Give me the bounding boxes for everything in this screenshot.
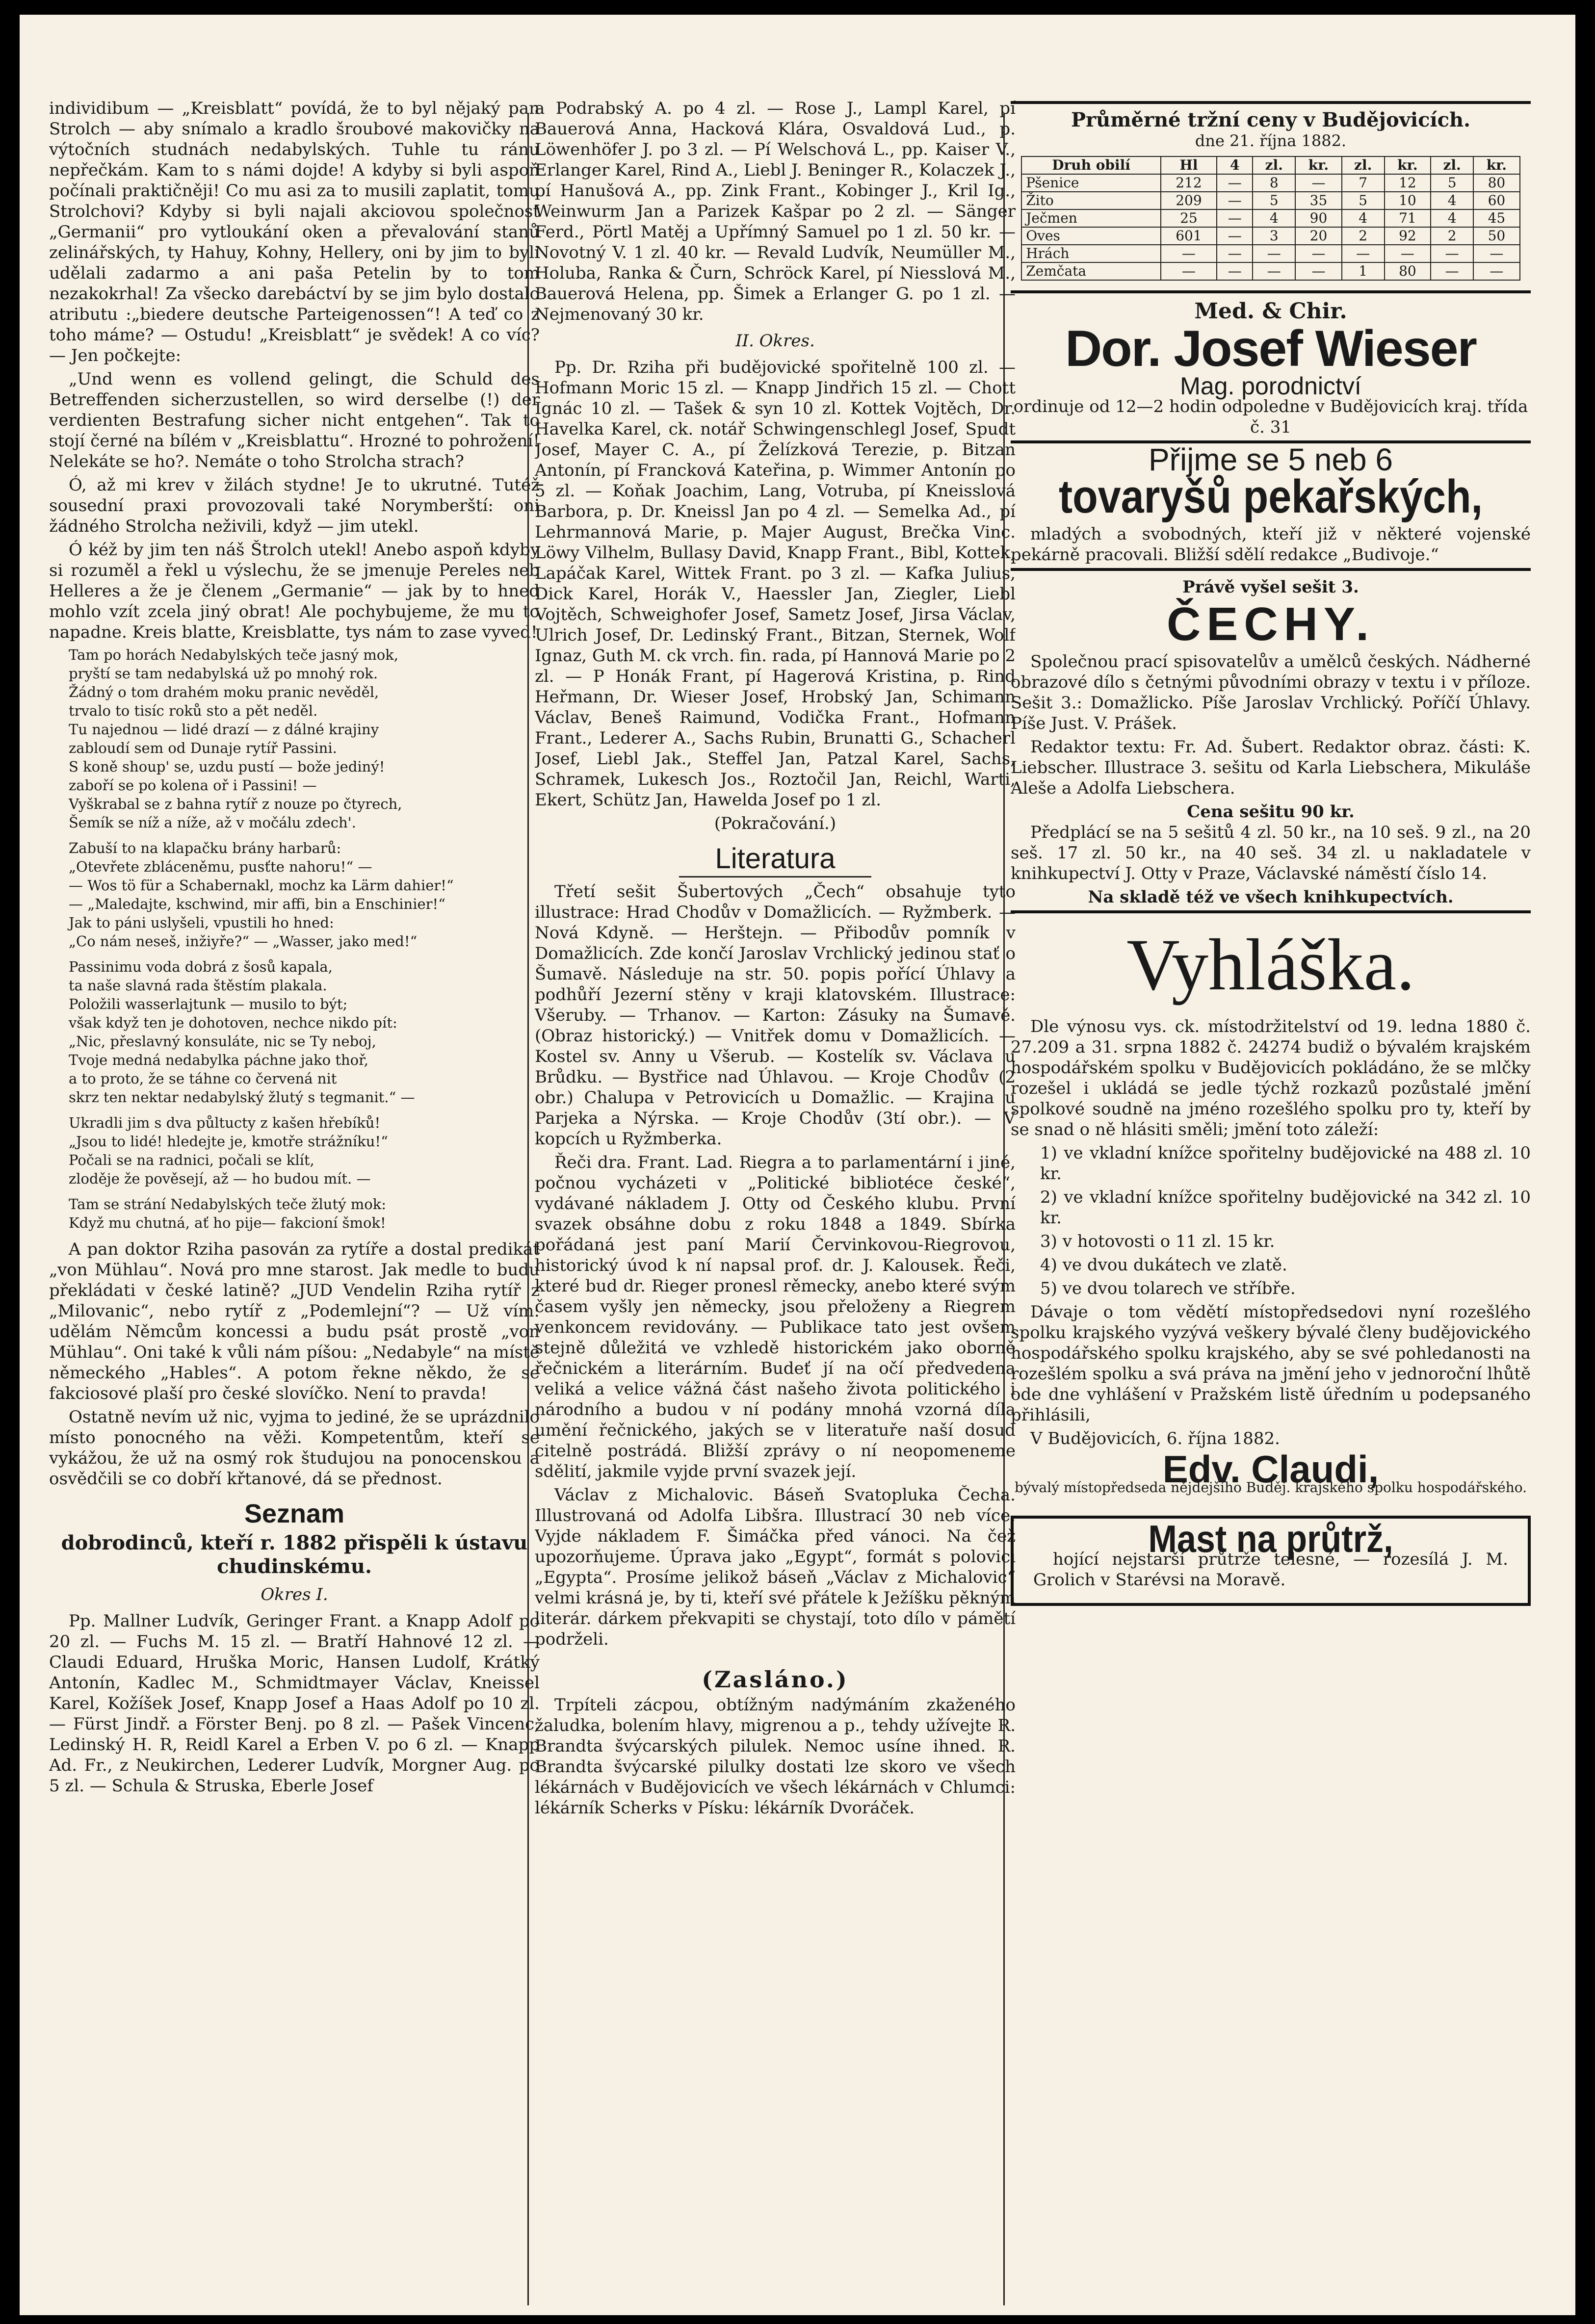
table-header: Hl xyxy=(1161,156,1217,174)
table-cell: 60 xyxy=(1473,192,1520,209)
zaslano-paragraph: Trpíteli zácpou, obtížným nadýmáním zkaženého žaludka, bolením hlavy, migrenou a p., tehdy užívejte R. Brandta švýcarských pilulek. Nemoc usíne ihned. R. Brandta švýcarské pilulky dostati lze skoro ve všech lékárnách v Budějovicích ve všech lékárnách v Chlumci: lékárník Scherks v Písku: lékárník Dvoráček. xyxy=(535,1695,1016,1818)
table-cell: 4 xyxy=(1431,209,1473,227)
table-row xyxy=(1021,209,1520,227)
table-header: kr. xyxy=(1473,156,1520,174)
table-cell: 5 xyxy=(1342,192,1385,209)
poem-line: — Wos tö für a Schabernakl, mochz ka Lärm dahier!“ xyxy=(69,877,454,894)
cechy-ad-issue: Právě vyšel sešit 3. xyxy=(1182,577,1359,597)
literature-paragraph: Třetí sešit Šubertových „Čech“ obsahuje tyto illustrace: Hrad Chodův v Domažlicích. — Ryžmberk. — Nová Kdyně. — Herštejn. — Přibodův pomník v Domažlicích. Zde končí Jaroslav Vrchlický jedinou stať o Šumavě. Následuje na str. 50. popis pořící Úhlavy a podhůří Jezerní stěny v kraji klatovském. Illustrace: Všeruby. — Trhanov. — Karton: Zásuky na Šumavě. (Obraz historický.) — Vnitřek domu v Domažlicích. — Kostel sv. Anny u Všerub. — Kostelík sv. Václava u Brůdku. — Bystřice nad Úhlavou. — Kroje Chodův (2 obr.) Chalupa v Petrovicích u Domažlic. — Krajina u Parjeka a Nýrska. — Kroje Chodův (3tí obr.). — V kopcích u Ryžmberka. xyxy=(535,882,1016,1149)
poem-stanza xyxy=(69,646,540,832)
baker-ad-text: mladých a svobodných, kteří již v některé vojenské pekárně pracovali. Bližší sdělí redakce „Budivoje.“ xyxy=(1011,524,1531,565)
poem-line: Zabuší to na klapačku brány harbarů: xyxy=(69,840,341,856)
divider xyxy=(1011,568,1531,571)
table-cell: Žito xyxy=(1021,192,1161,209)
poem-line: „Co nám neseš, inžiyře?“ — „Wasser, jako med!“ xyxy=(69,933,418,950)
table-cell: — xyxy=(1253,262,1295,280)
article-paragraph: Ó, až mi krev v žilách stydne! Je to ukrutné. Tutéž sousední praxi provozovali také Norymberští: oni žádného Strolcha neživili, když — jim utekl. xyxy=(49,475,540,536)
donor-list: a Podrabský A. po 4 zl. — Rose J., Lampl Karel, pí Bauerová Anna, Hacková Klára, Osvaldová Lud., p. Löwenhöfer J. po 3 zl. — Pí Welschová L., pp. Kaiser V., Erlanger Karel, Rind A., Liebl J. Beninger R., Kolaczek J., pí Hanušová A., pp. Zink Frant., Kobinger J., Kril Ig., Weinwurm Jan a Parizek Kašpar po 2 zl. — Sänger Ferd., Pörtl Matěj a Upřímný Samuel po 1 zl. 50 kr. — Novotný V. 1 zl. 40 kr. — Revald Ludvík, Neumüller M., Holuba, Ranka & Čurn, Schröck Karel, pí Niesslová M., Bauerová Helena, pp. Šimek a Erlanger G. po 1 zl. — Nejmenovaný 30 kr. xyxy=(535,99,1016,324)
poem-line: „Nic, přeslavný konsuláte, nic se Ty neboj, xyxy=(69,1033,376,1050)
mast-ad-text: hojící nejstarší průtrže telesné, — rozesílá J. M. Grolich v Starévsi na Moravě. xyxy=(1033,1549,1508,1590)
poem-line: a to proto, že se táhne co červená nit xyxy=(69,1070,337,1087)
literatura-heading: Literatura xyxy=(679,842,871,878)
table-cell: 25 xyxy=(1161,209,1217,227)
vyhlaska-paragraph: Dávaje o tom vědětí místopředsedovi nyní rozešlého spolku krajského vyzývá veškery bývalé členy budějovického hospodářského spolku krajského, aby se své pohledanosti na rozešlém spolku a svá práva na jmění jeho v jednoroční lhůtě ode dne vyhlášení v Pražském listě úředním u podepsaného přihlásili, xyxy=(1011,1302,1531,1425)
list-item: 5) ve dvou tolarech ve stříbře. xyxy=(1040,1279,1296,1298)
table-cell: 20 xyxy=(1295,227,1342,245)
table-header: kr. xyxy=(1385,156,1431,174)
table-cell: 5 xyxy=(1431,174,1473,192)
poem-line: zloděje že pověsejí, až — ho budou mít. — xyxy=(69,1170,371,1187)
poem-line: Ukradli jim s dva půltucty z kašen hřebíků! xyxy=(69,1114,381,1131)
literature-paragraph: Řeči dra. Frant. Lad. Riegra a to parlamentární i jiné, počnou vycházeti v „Politické bibliotéce české“, vydávané nákladem J. Otty od Českého klubu. První svazek obsáhne dobu z roku 1848 a 1849. Sbírka pořádaná jest paní Marií Červinkovou-Riegrovou, historický úvod k ní napsal prof. dr. J. Kalousek. Řeči, které bud dr. Rieger pronesl rěmecky, anebo které svým časem vyšly jen německy, jsou přeloženy a Riegrem venkoncem revidovány. — Publikace tato jest ovšem stejně důležitá ve vzhledě historickém jako oborně řečnickém a literárním. Budeť jí na očí předvedena veliká a velice vážná část našeho života politického i národního a budou v ní podány mnohá vzorná díla umění řečnického, jakých se v literatuře naší dosud citelně postrádá. Bližší zprávy o ní neopomeneme sdělití, jakmile vyjde první svazek její. xyxy=(535,1153,1016,1481)
table-cell: 50 xyxy=(1473,227,1520,245)
poem-line: trvalo to tisíc roků sto a pět neděl. xyxy=(69,702,318,719)
poem-line: Jak to páni uslyšeli, vpustili ho hned: xyxy=(69,914,334,931)
poem-line: S koně shoup' se, uzdu pustí — bože jediný! xyxy=(69,758,385,775)
table-header: zl. xyxy=(1342,156,1385,174)
table-cell: 4 xyxy=(1342,209,1385,227)
table-cell: 80 xyxy=(1385,262,1431,280)
poem-line: ta naše slavná rada štěstím plakala. xyxy=(69,977,327,994)
vyhlaska-heading: Vyhláška. xyxy=(1126,924,1415,1006)
table-cell: 3 xyxy=(1253,227,1295,245)
table-cell: Pšenice xyxy=(1021,174,1161,192)
poem-stanza xyxy=(69,1195,540,1232)
poem-line: Počali se na radnici, počali se klít, xyxy=(69,1152,314,1168)
continuation-note: (Pokračování.) xyxy=(714,814,837,833)
donor-list: Pp. Dr. Rziha při budějovické spořitelně 100 zl. — Hofmann Moric 15 zl. — Knapp Jindřich 15 zl. — Chott Ignác 10 zl. — Tašek & syn 10 zl. Kottek Vojtěch, Dr. Havelka Karel, ck. notář Schwingenschlegl Josef, Spudt Josef, Mayer C. A., pí Želízková Terezie, p. Bitzan Antonín, pí Francková Kateřina, p. Wimmer Antonín po 5 zl. — Koňak Joachim, Lang, Votruba, pí Kneisslová Barbora, p. Dr. Kneissl Jan po 4 zl. — Semelka Ad., pí Lehrmannová Marie, p. Majer August, Brečka Vinc. Löwy Vilhelm, Bullasy David, Knapp Frant., Bibl, Kottek, Lapáčak Karel, Wittek Frant. po 3 zl. — Kafka Julius, Dick Karel, Horák V., Haessler Jan, Ziegler, Liebl Vojtěch, Schweighofer Josef, Sametz Josef, Jirsa Václav, Ulrich Josef, Dr. Ledinský Frant., Bitzan, Sternek, Wolf Ignaz, Guth M. ck vrch. fin. rada, pí Hannová Marie po 2 zl. — P Honák Frant, pí Hagerová Kristina, p. Rind Heřmann, Dr. Wieser Josef, Hrobský Jan, Schimann Václav, Beneš Raimund, Vodička Frant., Hofmann Frant., Lederer A., Sachs Rubin, Brunatti G., Schacherl Josef, Liebl Jak., Steffel Jan, Patzal Karel, Sachs, Schramek, Lukesch Jos., Roztočil Jan, Reichl, Warti, Ekert, Schütz Jan, Hawelda Josef po 1 zl. xyxy=(535,358,1016,810)
seznam-heading: Seznam xyxy=(244,1499,345,1528)
table-cell: 601 xyxy=(1161,227,1217,245)
table-cell: — xyxy=(1217,192,1253,209)
poem-line: Žádný o tom drahém moku pranic nevěděl, xyxy=(69,684,379,700)
article-paragraph: individibum — „Kreisblatt“ povídá, že to byl nějaký pan Strolch — aby snímalo a kradlo šroubové makovičky na výtočních studnách nedabylských. Tuhle tu ránu nepřečkám. Kam to s námi dojde! A kdyby si byli aspoň počínali praktičněji! Co mu asi za to musili zaplatit, tomu Strolchovi? Kdyby si byli najali akciovou společnost „Germanii“ pro vytloukání oken a převalování stanů zelinářských, ty Hahuy, Kohny, Hellery, oni by jim to byli udělali zadarmo a ani paša Petelin by to tom nezakokrhal! Za všecko darebáctví by se jim bylo dostalo atributu :„biedere deutsche Parteigenossen“! A teď co z toho máme? — Ostudu! „Kreisblatt“ je svědek! A co víc? — Jen počkejte: xyxy=(49,99,540,365)
cechy-ad-subscription: Předplácí se na 5 sešitů 4 zl. 50 kr., na 10 seš. 9 zl., na 20 seš. 17 zl. 50 kr., na 40 seš. 34 zl. u nakladatele v knihkupectví J. Otty v Praze, Václavské náměstí číslo 14. xyxy=(1011,823,1531,883)
table-cell: 2 xyxy=(1342,227,1385,245)
table-cell: — xyxy=(1217,262,1253,280)
table-cell: — xyxy=(1295,174,1342,192)
okres-heading: Okres I. xyxy=(261,1585,328,1604)
table-cell: 90 xyxy=(1295,209,1342,227)
literature-paragraph: Václav z Michalovic. Báseň Svatopluka Čecha. Illustrovaná od Adolfa Libšra. Illustrací 30 neb více. Vyjde nákladem F. Šimáčka před vánoci. Na čež upozorňujeme. Úprava jako „Egypt“, formát s polovici „Egypta“. Prosíme jelikož báseň „Václav z Michalovic“ velmi krásná je, by ti, kteří své přátele k Ježíšku pěkným literár. dárkem překvapiti se chystají, toto dílo v pámětí podrželi. xyxy=(535,1485,1016,1649)
poem-line: však když ten je dohotoven, nechce nikdo pít: xyxy=(69,1014,397,1031)
mast-ad-box xyxy=(1011,1516,1531,1606)
table-cell: — xyxy=(1431,245,1473,262)
table-cell: — xyxy=(1217,174,1253,192)
table-cell: 212 xyxy=(1161,174,1217,192)
poem-line: Položili wasserlajtunk — musilo to být; xyxy=(69,996,348,1012)
table-cell: 4 xyxy=(1253,209,1295,227)
table-cell: 45 xyxy=(1473,209,1520,227)
cechy-ad-price: Cena sešitu 90 kr. xyxy=(1187,802,1355,822)
table-row xyxy=(1021,174,1520,192)
divider xyxy=(1011,910,1531,913)
table-cell: Hrách xyxy=(1021,245,1161,262)
table-cell: — xyxy=(1161,262,1217,280)
table-cell: Oves xyxy=(1021,227,1161,245)
wieser-ad-hours: ordinuje od 12—2 hodin odpoledne v Budějovicích kraj. třída č. 31 xyxy=(1013,397,1528,437)
article-paragraph: Ostatně nevím už nic, vyjma to jediné, že se uprázdnilo místo ponocného na věži. Kompetentům, kteří se vykážou, že už na osmý rok študujou na ponocenskou a osvědčili se co dobří křtanové, dá se přednost. xyxy=(49,1407,540,1489)
wieser-ad-prefix: Med. & Chir. xyxy=(1194,299,1347,324)
table-cell: — xyxy=(1431,262,1473,280)
okres-heading: II. Okres. xyxy=(735,331,815,351)
cechy-ad-text: Společnou prací spisovatelův a umělců českých. Nádherné obrazové dílo s četnými původními obrazy v textu i v příloze. Sešit 3.: Domažlicko. Píše Jaroslav Vrchlický. Poříčí Úhlavy. Píše Just. V. Prášek. xyxy=(1011,652,1531,733)
donor-list: Pp. Mallner Ludvík, Geringer Frant. a Knapp Adolf po 20 zl. — Fuchs M. 15 zl. — Bratří Hahnové 12 zl. — Claudi Eduard, Hruška Moric, Hansen Ludolf, Krátký Antonín, Kadlec M., Schmidtmayer Václav, Kneissel Karel, Kožíšek Josef, Knapp Josef a Haas Adolf po 10 zl. — Fürst Jindř. a Förster Benj. po 8 zl. — Pašek Vincenc, Ledinský H. R, Reidl Karel a Erben V. po 6 zl. — Knapp Ad. Fr., z Neukirchen, Lederer Ludvík, Morgner Aug. po 5 zl. — Schula & Struska, Eberle Josef xyxy=(49,1611,540,1796)
table-cell: 71 xyxy=(1385,209,1431,227)
poem-line: zabloudí sem od Dunaje rytíř Passini. xyxy=(69,740,337,756)
table-cell: 4 xyxy=(1431,192,1473,209)
table-row xyxy=(1021,245,1520,262)
seznam-subheading: dobrodinců, kteří r. 1882 přispěli k ústavu chudinskému. xyxy=(61,1531,528,1578)
table-cell: — xyxy=(1217,209,1253,227)
table-header: 4 xyxy=(1217,156,1253,174)
table-cell: 80 xyxy=(1473,174,1520,192)
table-cell: — xyxy=(1473,262,1520,280)
table-cell: 1 xyxy=(1342,262,1385,280)
poem-line: „Otevřete zbláceněmu, pusťte nahoru!“ — xyxy=(69,858,372,875)
wieser-ad-name: Dor. Josef Wieser xyxy=(1065,320,1476,377)
article-paragraph: A pan doktor Rziha pasován za rytíře a dostal predikát „von Mühlau“. Nová pro mne starost. Jak medle to budu překládati v české latině? „JUD Vendelin Rziha rytíř z „Milovanic“, nebo rytíř z „Podemlejní“? — Už vím: udělám Němcům koncessi a budu psát prostě „von Mühlau“. Oni také k vůli nám píšou: „Nedabyle“ na místě německého „Hables“. A potom řekne někdo, že se fakciosové plaší pro české slovíčko. Není to pravda! xyxy=(49,1239,540,1403)
cechy-ad-title: ČECHY. xyxy=(1166,598,1375,650)
table-cell: 8 xyxy=(1253,174,1295,192)
signature-title: bývalý místopředseda nějdejšího Buděj. krajského spolku hospodářského. xyxy=(1014,1479,1527,1496)
table-cell: — xyxy=(1217,227,1253,245)
wieser-ad-title: Mag. porodnictví xyxy=(1180,372,1361,400)
table-header: zl. xyxy=(1253,156,1295,174)
list-item: 1) ve vkladní knížce spořitelny budějovické na 488 zl. 10 kr. xyxy=(1040,1143,1531,1184)
baker-ad-title: tovaryšů pekařských, xyxy=(1058,470,1483,523)
prices-title: Průměrné tržní ceny v Budějovicích. xyxy=(1071,108,1471,131)
poem-line: Tam po horách Nedabylských teče jasný mok, xyxy=(69,646,398,663)
poem-line: Tu najednou — lidé drazí — z dálné krajiny xyxy=(69,721,379,738)
list-item: 4) ve dvou dukátech ve zlatě. xyxy=(1040,1255,1287,1275)
table-header: zl. xyxy=(1431,156,1473,174)
poem-line: Vyškrabal se z bahna rytíř z nouze po čtyrech, xyxy=(69,796,402,812)
poem-line: Tvoje medná nedabylka páchne jako thoř, xyxy=(69,1052,369,1068)
poem-line: Když mu chutná, ať ho pije— fakcioní šmok! xyxy=(69,1214,386,1231)
table-cell: 10 xyxy=(1385,192,1431,209)
column-1 xyxy=(49,98,540,2305)
poem-line: skrz ten nektar nedabylský žlutý s tegmanit.“ — xyxy=(69,1089,415,1106)
divider xyxy=(1011,101,1531,104)
signature-name: Edv. Claudi, xyxy=(1162,1447,1379,1491)
poem-stanza xyxy=(69,957,540,1107)
poem-line: „Jsou to lidé! hledejte je, kmotře strážníku!“ xyxy=(69,1133,388,1150)
table-row xyxy=(1021,227,1520,245)
article-paragraph: Ó kéž by jim ten náš Štrolch utekl! Anebo aspoň kdyby si rozuměl a řekl u výslechu, že se jmenuje Pereles neb Helleres a že je členem „Germanie“ — jak by to hned mohlo vzít zcela jiný obrat! Ale pochybujeme, že mu to napadne. Kreis blatte, Kreisblatte, tys nám to zase vyved! xyxy=(49,540,540,642)
list-item: 2) ve vkladní knížce spořitelny budějovické na 342 zl. 10 kr. xyxy=(1040,1188,1531,1228)
table-cell: — xyxy=(1253,245,1295,262)
table-cell: 5 xyxy=(1253,192,1295,209)
article-paragraph: „Und wenn es vollend gelingt, die Schuld des Betreffenden sicherzustellen, so wird derselbe (!) der verdienten Bestrafung sicher nicht entgehen“. Tak to stojí černé na bílém v „Kreisblattu“. Hrozné to pohrožení! Nelekáte se ho?. Nemáte o toho Strolcha strach? xyxy=(49,369,540,471)
poem-line: zaboří se po kolena oř i Passini! — xyxy=(69,777,317,794)
poem-line: Tam se strání Nedabylských teče žlutý mok: xyxy=(69,1196,387,1213)
table-cell: — xyxy=(1295,245,1342,262)
poem-line: Šemík se níž a níže, až v močálu zdech'. xyxy=(69,814,356,831)
table-cell: 12 xyxy=(1385,174,1431,192)
table-row xyxy=(1021,262,1520,280)
prices-date: dne 21. října 1882. xyxy=(1195,131,1347,150)
list-item: 3) v hotovosti o 11 zl. 15 kr. xyxy=(1040,1232,1275,1251)
table-cell: — xyxy=(1385,245,1431,262)
table-header: Druh obilí xyxy=(1021,156,1161,174)
cechy-ad-stock: Na skladě též ve všech knihkupectvích. xyxy=(1088,887,1454,907)
table-header: kr. xyxy=(1295,156,1342,174)
table-header-row xyxy=(1021,156,1520,174)
table-cell: 35 xyxy=(1295,192,1342,209)
table-cell: — xyxy=(1161,245,1217,262)
column-2 xyxy=(535,98,1016,2305)
table-cell: 2 xyxy=(1431,227,1473,245)
poem-stanza xyxy=(69,1113,540,1188)
table-cell: 92 xyxy=(1385,227,1431,245)
table-cell: Zemčata xyxy=(1021,262,1161,280)
cechy-ad-text: Redaktor textu: Fr. Ad. Šubert. Redaktor obraz. části: K. Liebscher. Illustrace 3. sešitu od Karla Liebschera, Mikuláše Aleše a Adolfa Liebschera. xyxy=(1011,737,1531,798)
mast-ad-title: Mast na průtrž, xyxy=(1148,1517,1393,1560)
table-row xyxy=(1021,192,1520,209)
divider xyxy=(1011,290,1531,293)
poem-line: Passinimu voda dobrá z šosů kapala, xyxy=(69,958,333,975)
table-cell: 209 xyxy=(1161,192,1217,209)
table-cell: — xyxy=(1473,245,1520,262)
poem-line: — „Maledajte, kschwind, mir affi, bin a Enschinier!“ xyxy=(69,896,445,912)
table-cell: — xyxy=(1342,245,1385,262)
vyhlaska-paragraph: Dle výnosu vys. ck. místodržitelství od 19. ledna 1880 č. 27.209 a 31. srpna 1882 č. 24274 budiž o bývalém krajském hospodářském spolku v Budějovicích pokládáno, že se mlčky rozešel i ukládá se jedle týchž rozkazů pozůstalé jmění spolkové soudně na jméno rozešlého spolku pro ty, kteří by se snad o ně hlásiti směli; jmění toto záleží: xyxy=(1011,1017,1531,1139)
baker-ad-heading: Přijme se 5 neb 6 xyxy=(1148,442,1393,477)
poem-stanza xyxy=(69,839,540,951)
vyhlaska-place-date: V Budějovicích, 6. října 1882. xyxy=(1030,1429,1280,1448)
table-cell: 7 xyxy=(1342,174,1385,192)
column-3 xyxy=(1011,98,1531,2305)
poem-line: pryští se tam nedabylská už po mnohý rok. xyxy=(69,665,378,682)
newspaper-page xyxy=(20,15,1575,2315)
prices-table xyxy=(1021,156,1520,281)
table-cell: — xyxy=(1217,245,1253,262)
table-cell: — xyxy=(1295,262,1342,280)
table-cell: Ječmen xyxy=(1021,209,1161,227)
zaslano-heading: (Zasláno.) xyxy=(702,1666,849,1693)
